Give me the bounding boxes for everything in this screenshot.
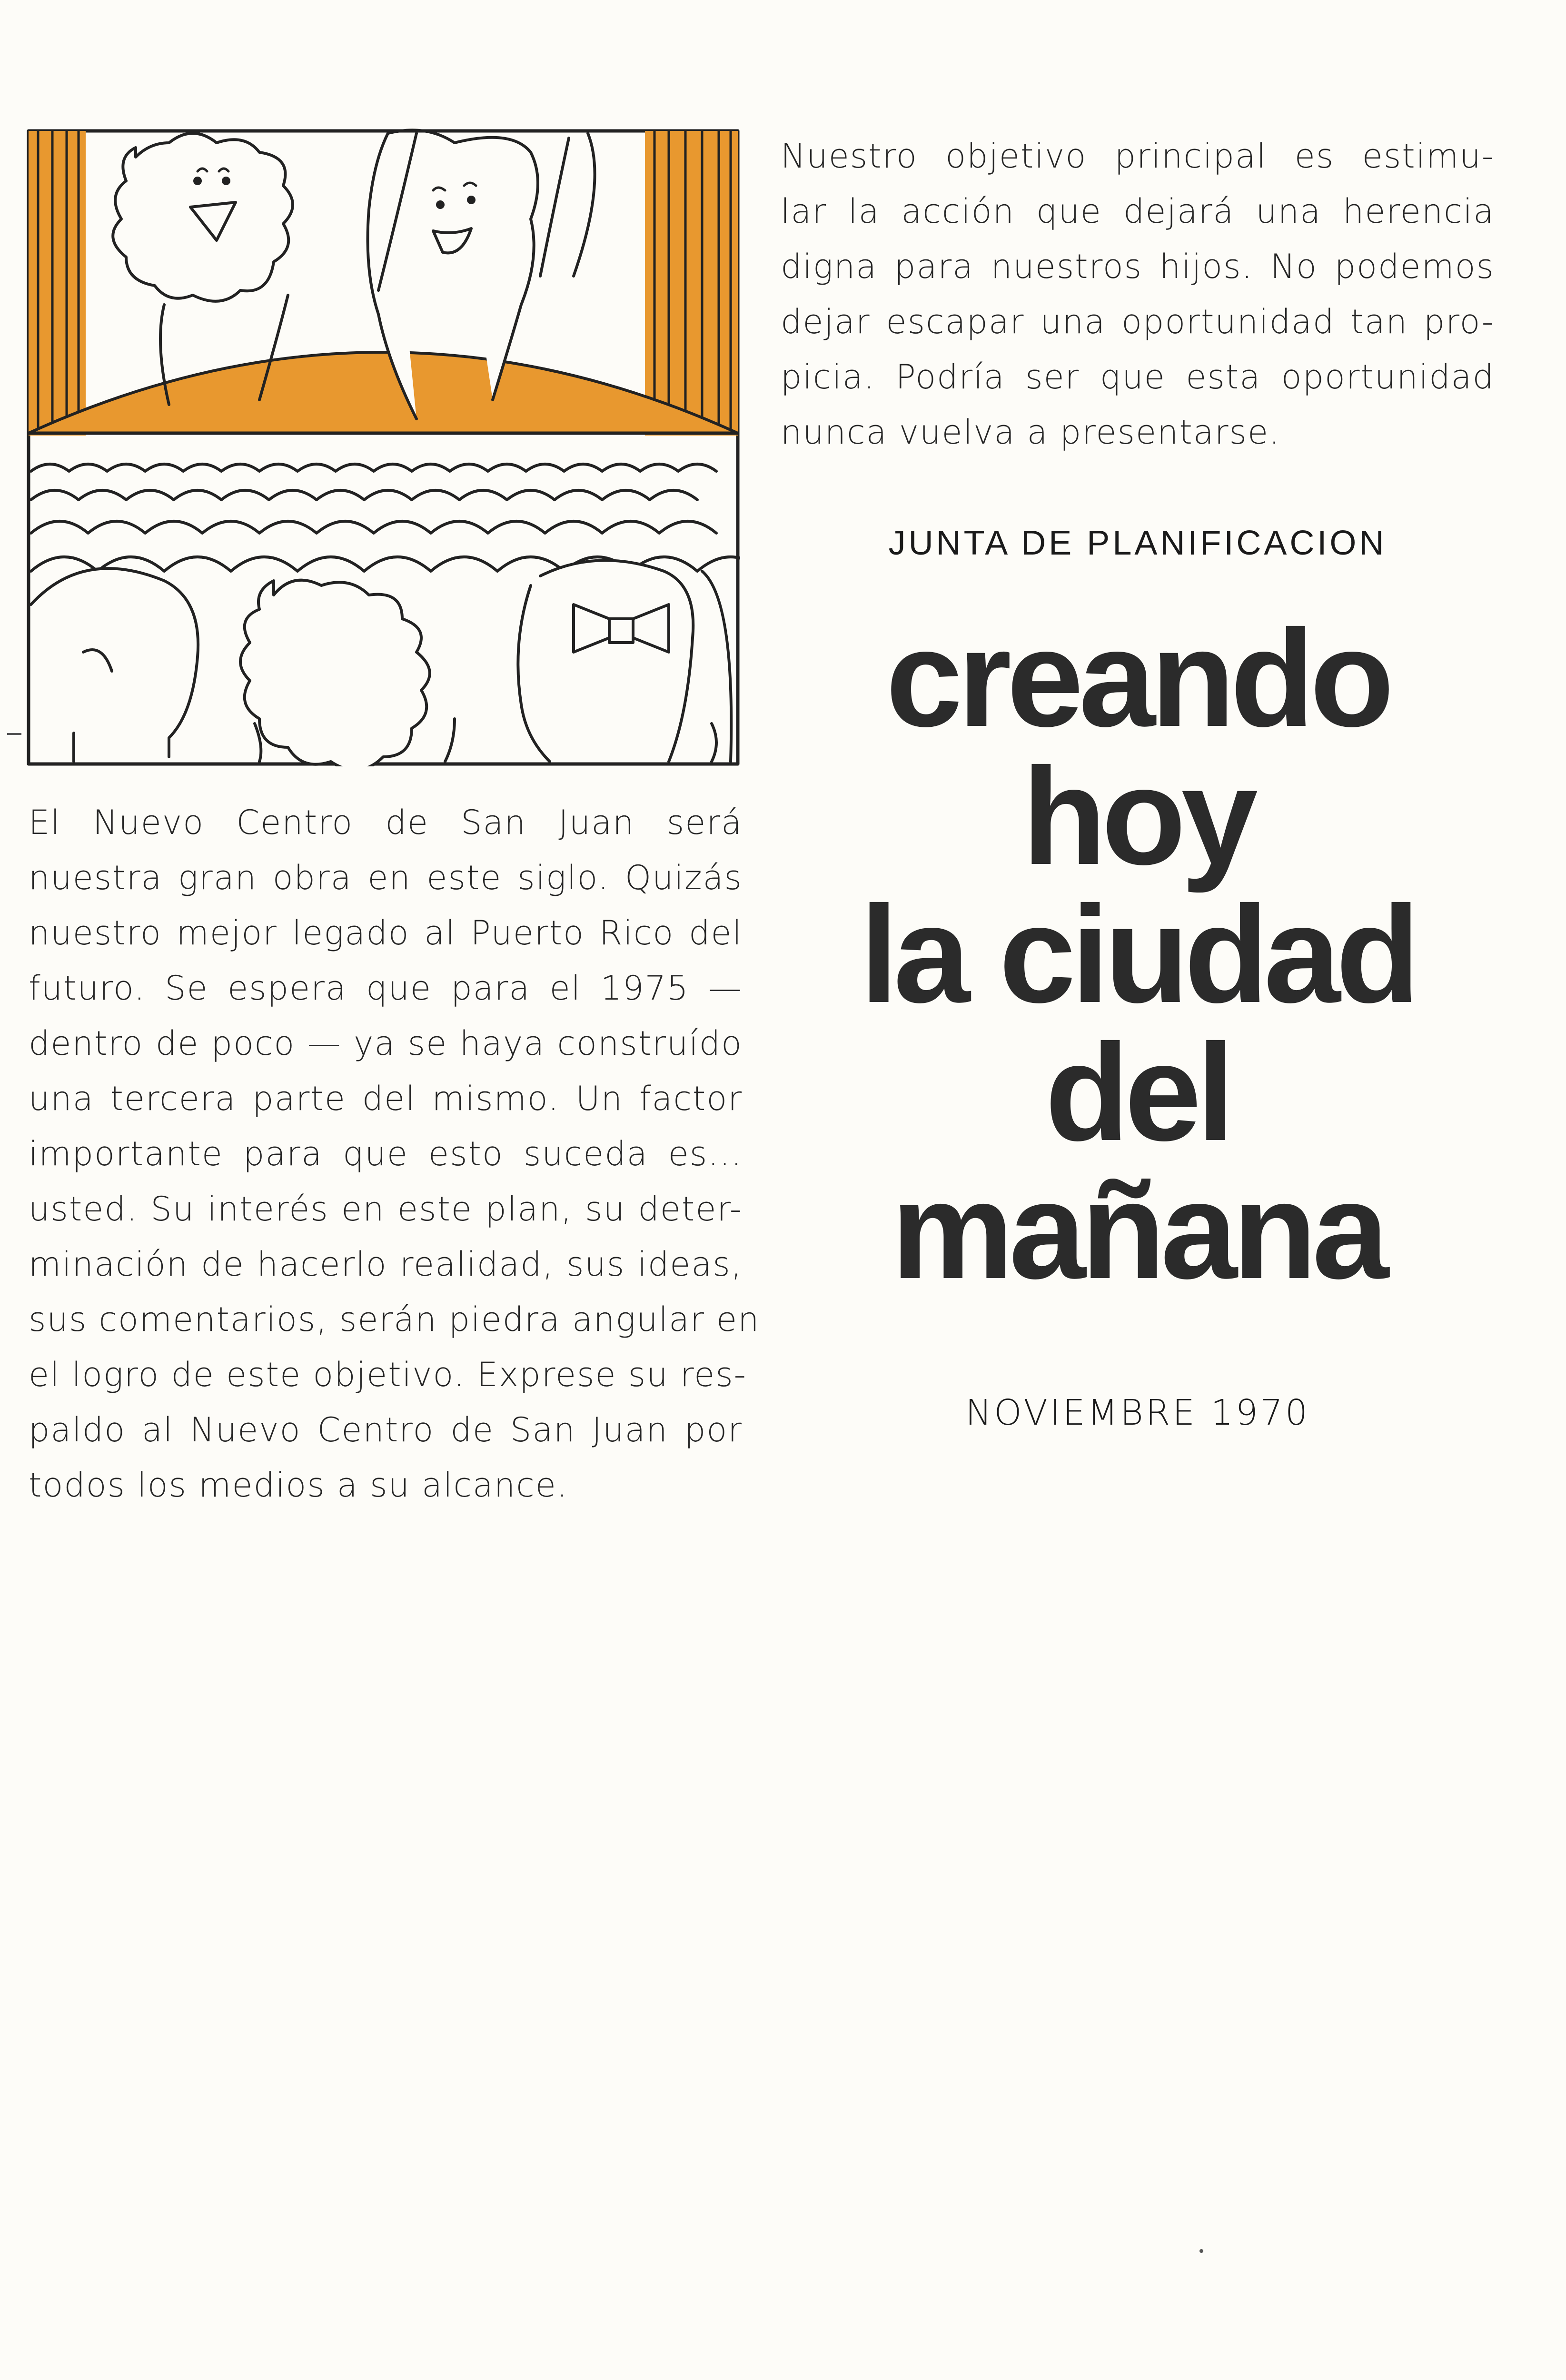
intro-line: sus comentarios, serán piedra angular en [29, 1300, 760, 1339]
intro-line: paldo al Nuevo Centro de San Juan por [29, 1410, 743, 1449]
scan-speck [1199, 2249, 1203, 2253]
objective-line: dejar escapar una oportunidad tan pro- [781, 302, 1495, 341]
headline [781, 601, 1495, 1308]
intro-line: futuro. Se espera que para el 1975 — [29, 969, 743, 1008]
objective-paragraph [781, 129, 1495, 460]
intro-line: dentro de poco — ya se haya construído [29, 1024, 743, 1063]
intro-line: importante para que esto suceda es... [29, 1134, 743, 1173]
scan-speck [7, 733, 21, 735]
headline-line: mañana [891, 1153, 1384, 1308]
headline-line: hoy [1022, 739, 1253, 893]
intro-line: usted. Su interés en este plan, su deter- [29, 1190, 743, 1229]
intro-line: nuestra gran obra en este siglo. Quizás [29, 858, 743, 897]
headline-line: creando [885, 601, 1390, 755]
intro-line: minación de hacerlo realidad, sus ideas, [29, 1245, 743, 1284]
headline-line: del [1045, 1015, 1230, 1170]
objective-line: picia. Podría ser que esta oportunidad [781, 357, 1495, 397]
objective-line: digna para nuestros hijos. No podemos [781, 247, 1495, 286]
objective-line: lar la acción que dejará una herencia [781, 192, 1495, 231]
intro-line: El Nuevo Centro de San Juan será [29, 803, 743, 842]
intro-paragraph [29, 795, 760, 1513]
intro-line: una tercera parte del mismo. Un factor [29, 1079, 743, 1118]
intro-line: el logro de este objetivo. Exprese su res- [29, 1355, 747, 1394]
publication-date: NOVIEMBRE 1970 [965, 1392, 1310, 1433]
intro-line: todos los medios a su alcance. [29, 1466, 569, 1505]
theater-audience-illustration [26, 129, 740, 766]
intro-line: nuestro mejor legado al Puerto Rico del [29, 913, 743, 952]
objective-line: nunca vuelva a presentarse. [781, 413, 1281, 452]
agency-name: JUNTA DE PLANIFICACION [888, 524, 1387, 562]
headline-line: la ciudad [860, 877, 1416, 1031]
objective-line: Nuestro objetivo principal es estimu- [781, 137, 1495, 176]
